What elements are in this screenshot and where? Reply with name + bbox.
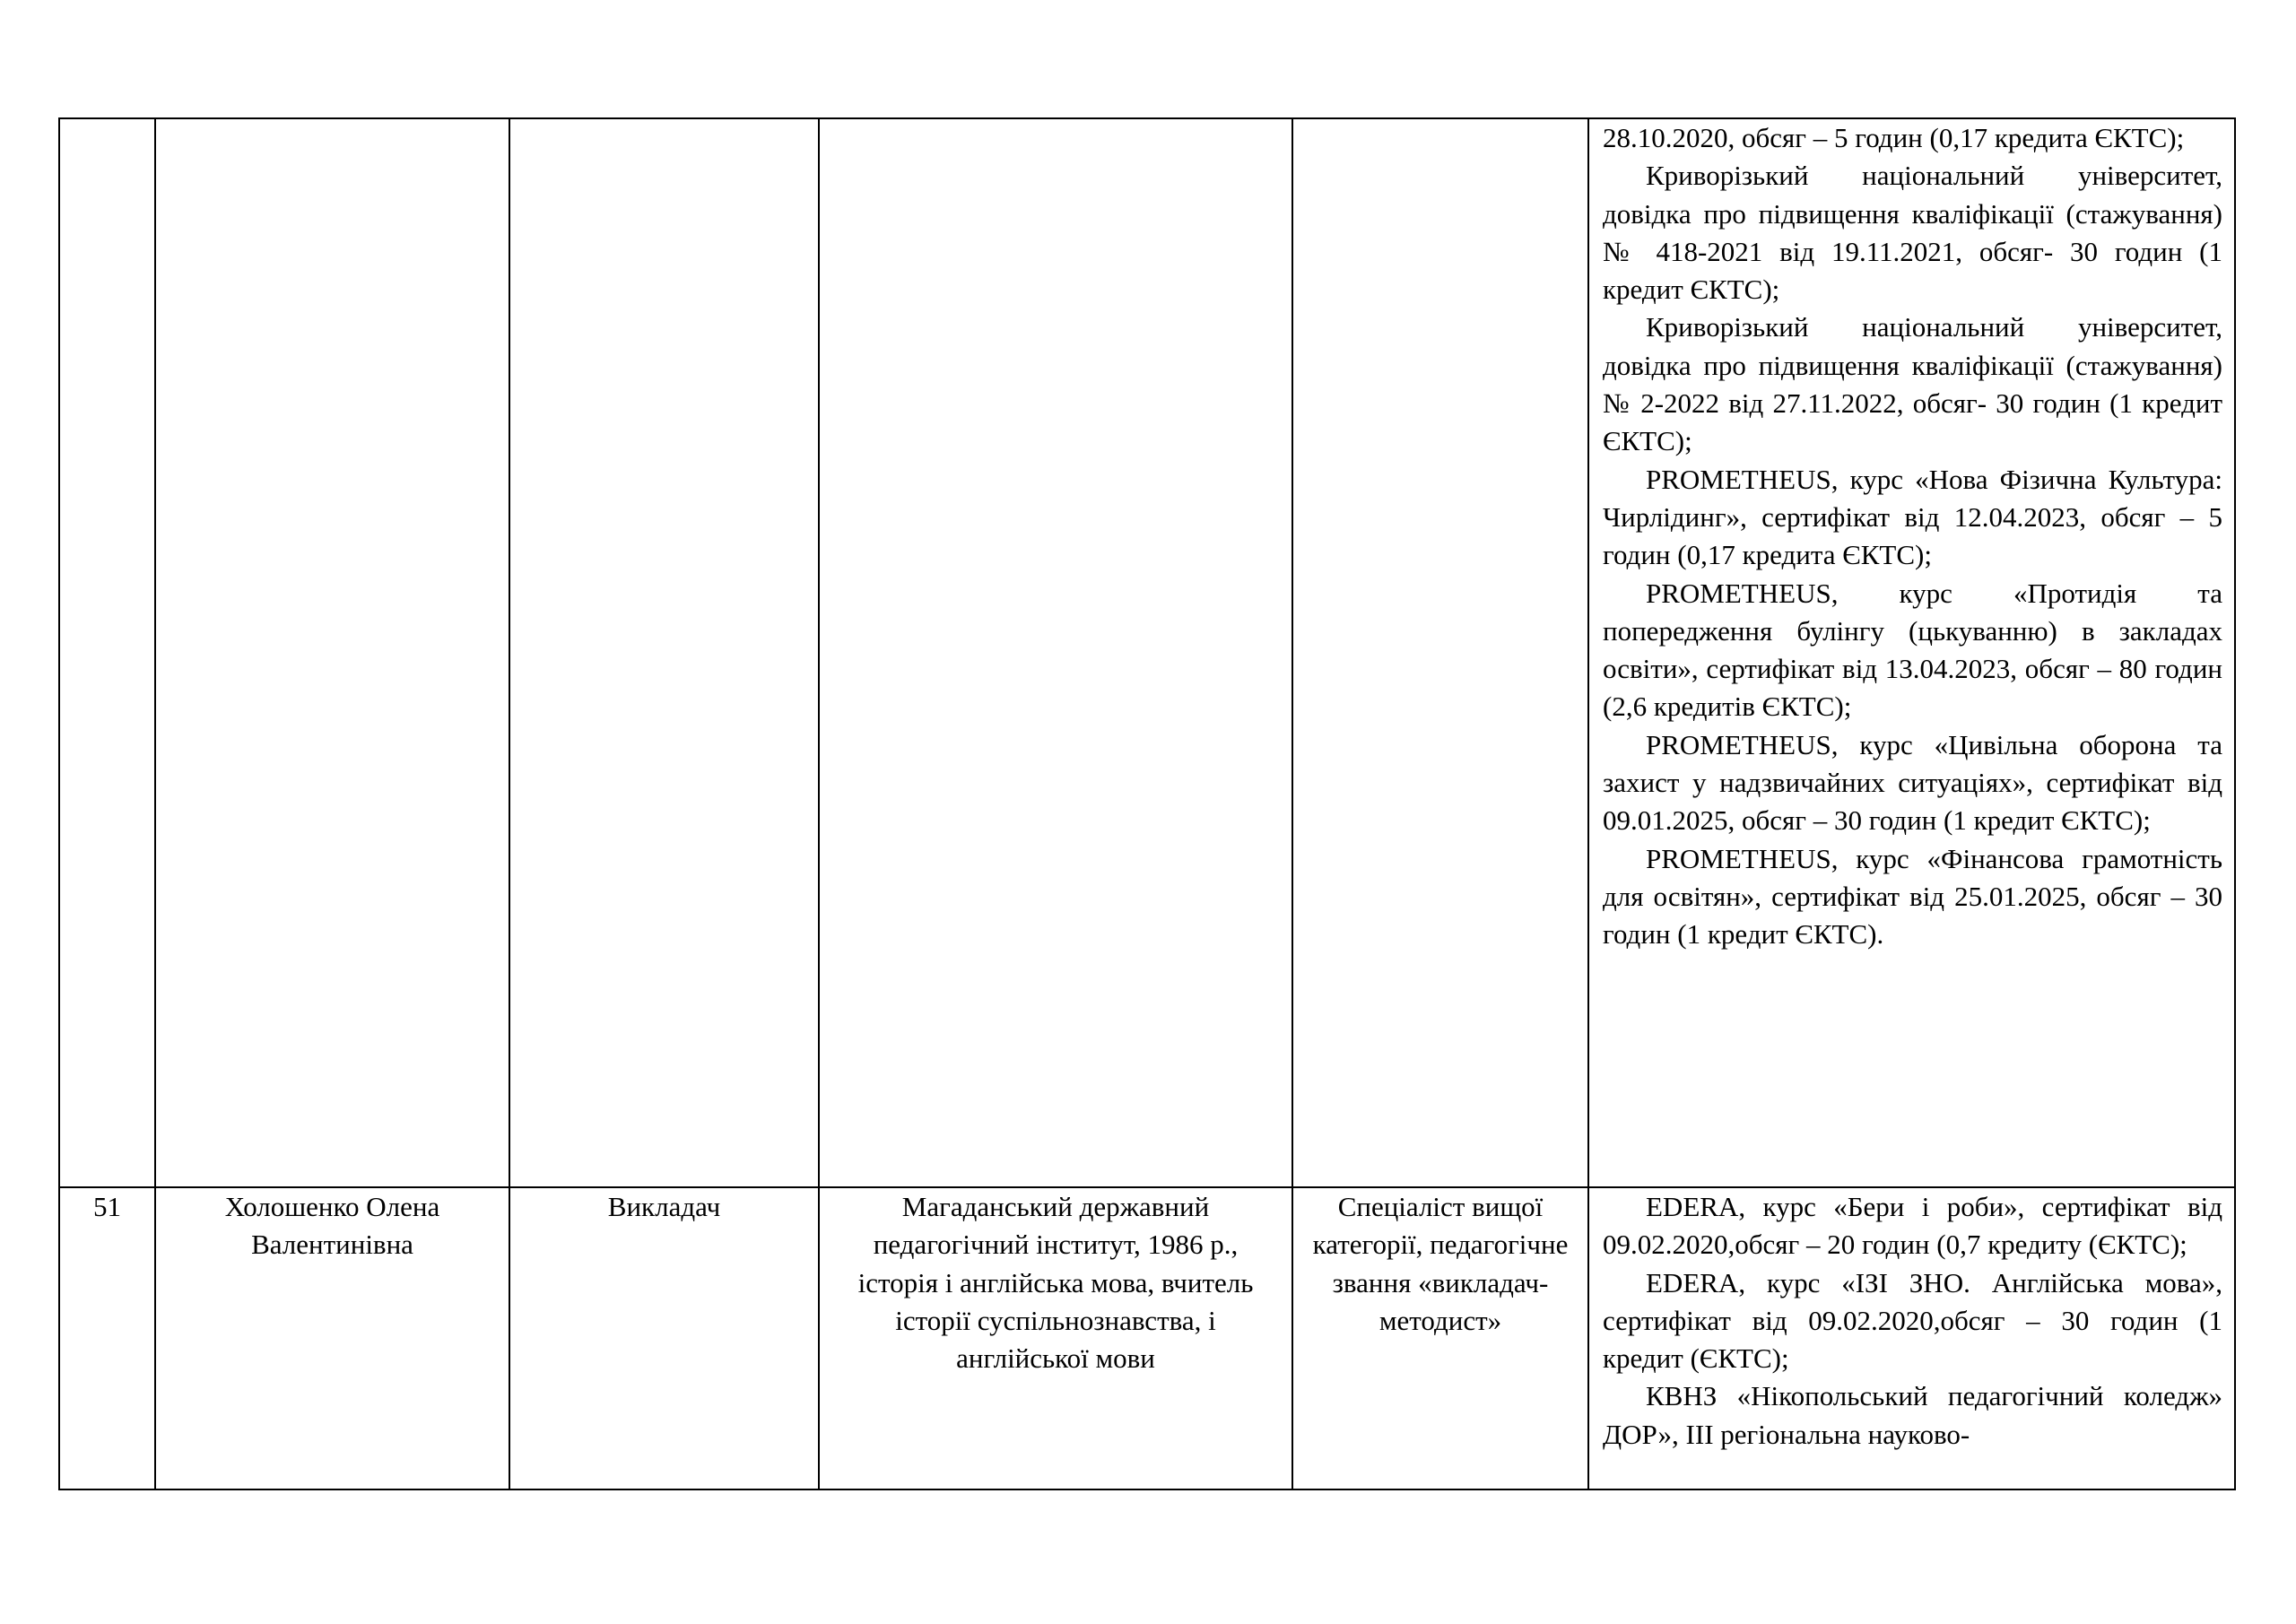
cell-name [155, 118, 509, 1187]
cell-education [819, 118, 1292, 1187]
training-entry: КВНЗ «Нікопольський педагогічний коледж» ДОР», ІІІ регіональна науково- [1603, 1380, 2222, 1450]
training-entry: 28.10.2020, обсяг – 5 годин (0,17 кредита ЄКТС); [1603, 122, 2185, 153]
table-row [59, 1187, 2235, 1489]
training-entry: EDERA, курс «Бери і роби», сертифікат від 09.02.2020,обсяг – 20 годин (0,7 кредиту (ЄКТС); [1603, 1191, 2222, 1261]
cell-number: 51 [59, 1187, 155, 1489]
cell-qualification [1292, 118, 1588, 1187]
cell-qualification: Спеціаліст вищої категорії, педагогічне звання «викладач-методист» [1292, 1187, 1588, 1489]
cell-position [509, 118, 819, 1187]
training-entry: PROMETHEUS, курс «Фінансова грамотність для освітян», сертифікат від 25.01.2025, обсяг – 30 годин (1 кредит ЄКТС). [1603, 842, 2222, 951]
cell-training [1588, 118, 2235, 1187]
training-entry: EDERA, курс «ІЗІ ЗНО. Англійська мова», сертифікат від 09.02.2020,обсяг – 30 годин (1 кредит (ЄКТС); [1603, 1266, 2222, 1375]
training-entry: Криворізький національний університет, довідка про підвищення кваліфікації (стажування) № 418-2021 від 19.11.2021, обсяг- 30 годин (1 кредит ЄКТС); [1603, 160, 2222, 306]
cell-education: Магаданський державний педагогічний інститут, 1986 р., історія і англійська мова, вчитель історії суспільнознавства, і англійської мови [819, 1187, 1292, 1489]
cell-position: Викладач [509, 1187, 819, 1489]
training-entry: PROMETHEUS, курс «Протидія та попередження булінгу (цькуванню) в закладах освіти», сертифікат від 13.04.2023, обсяг – 80 годин (2,6 кредитів ЄКТС); [1603, 577, 2222, 723]
staff-table [58, 117, 2236, 1490]
cell-training [1588, 1187, 2235, 1489]
table-row [59, 118, 2235, 1187]
training-entry: PROMETHEUS, курс «Цивільна оборона та захист у надзвичайних ситуаціях», сертифікат від 09.01.2025, обсяг – 30 годин (1 кредит ЄКТС); [1603, 728, 2222, 837]
cell-number [59, 118, 155, 1187]
training-entry: PROMETHEUS, курс «Нова Фізична Культура: Чирлідинг», сертифікат від 12.04.2023, обсяг – 5 годин (0,17 кредита ЄКТС); [1603, 463, 2222, 571]
cell-name: Холошенко Олена Валентинівна [155, 1187, 509, 1489]
training-entry: Криворізький національний університет, довідка про підвищення кваліфікації (стажування) № 2-2022 від 27.11.2022, обсяг- 30 годин (1 кредит ЄКТС); [1603, 311, 2222, 457]
